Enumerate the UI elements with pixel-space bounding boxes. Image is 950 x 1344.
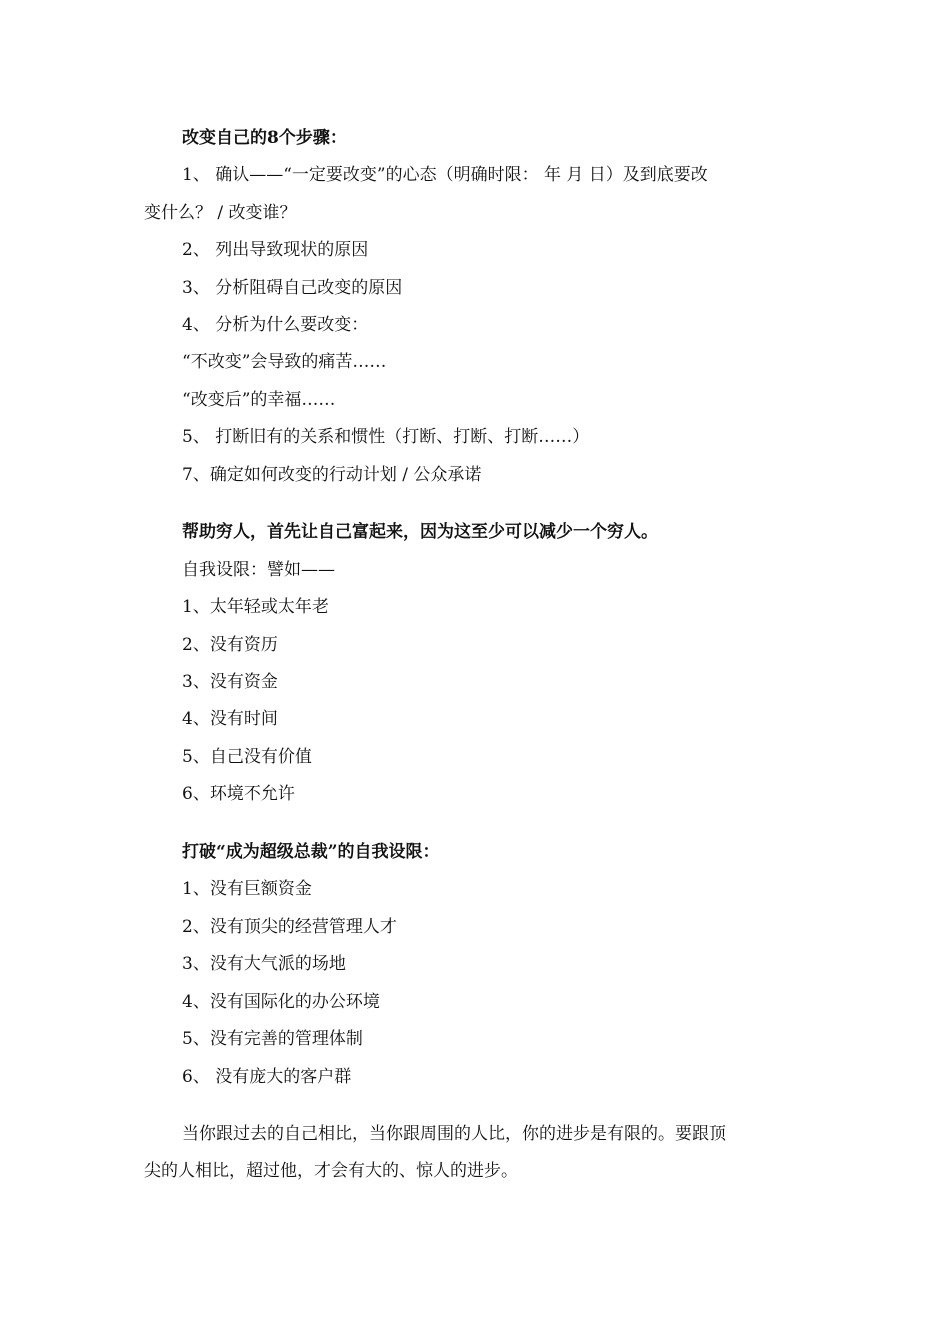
step1-line1: 1、 确认——“一定要改变”的心态（明确时限： 年 月 日）及到底要改 [182, 165, 708, 185]
section2-intro: 自我设限：譬如—— [182, 560, 335, 580]
closing-line1: 当你跟过去的自己相比，当你跟周围的人比，你的进步是有限的。要跟顶 [182, 1124, 726, 1144]
section1-heading: 改变自己的8个步骤： [182, 128, 347, 148]
list-item: 3、没有资金 [182, 672, 278, 692]
step4-sub1: “不改变”会导致的痛苦…… [182, 352, 387, 372]
step2: 2、 列出导致现状的原因 [182, 240, 369, 260]
step4-sub2: “改变后”的幸福…… [182, 390, 336, 410]
step5: 5、 打断旧有的关系和惯性（打断、打断、打断……） [182, 427, 590, 447]
step4: 4、 分析为什么要改变： [182, 315, 369, 335]
list-item: 5、没有完善的管理体制 [182, 1029, 363, 1049]
list-item: 4、没有国际化的办公环境 [182, 992, 380, 1012]
list-item: 2、没有顶尖的经营管理人才 [182, 917, 397, 937]
step1-line2: 变什么？ / 改变谁？ [144, 203, 297, 223]
step7: 7、确定如何改变的行动计划 / 公众承诺 [182, 465, 482, 485]
list-item: 2、没有资历 [182, 635, 278, 655]
section3-heading: 打破“成为超级总裁”的自我设限： [182, 842, 440, 862]
list-item: 3、没有大气派的场地 [182, 954, 346, 974]
list-item: 6、环境不允许 [182, 784, 295, 804]
closing-line2: 尖的人相比，超过他，才会有大的、惊人的进步。 [144, 1161, 518, 1181]
section2-heading: 帮助穷人，首先让自己富起来，因为这至少可以减少一个穷人。 [182, 522, 658, 542]
list-item: 1、太年轻或太年老 [182, 597, 329, 617]
list-item: 5、自己没有价值 [182, 747, 312, 767]
step3: 3、 分析阻碍自己改变的原因 [182, 278, 403, 298]
list-item: 6、 没有庞大的客户群 [182, 1067, 352, 1087]
list-item: 1、没有巨额资金 [182, 879, 312, 899]
list-item: 4、没有时间 [182, 709, 278, 729]
